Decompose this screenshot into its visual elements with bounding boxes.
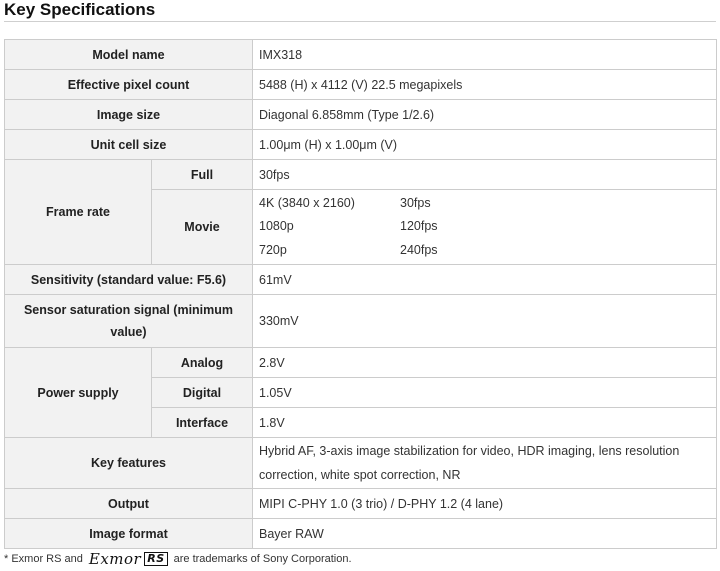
row-label: Effective pixel count — [5, 70, 253, 100]
logo-word: Exmor — [88, 550, 142, 568]
row-label-line: Sensor saturation signal (minimum — [23, 303, 234, 317]
row-value: 2.8V — [253, 348, 717, 378]
table-row — [5, 70, 717, 100]
row-label: Key features — [5, 438, 253, 489]
row-label: Power supply — [5, 348, 152, 438]
row-label: Image size — [5, 100, 253, 130]
trademark-suffix: are trademarks of Sony Corporation. — [173, 553, 352, 565]
row-value: Bayer RAW — [253, 519, 717, 549]
row-value-line: Hybrid AF, 3-axis image stabilization for video, HDR imaging, lens resolution — [259, 444, 680, 458]
movie-fps: 30fps — [400, 195, 431, 210]
trademark-prefix: * Exmor RS and — [4, 553, 83, 565]
row-label: Model name — [5, 40, 253, 70]
movie-resolution: 4K (3840 x 2160) — [259, 195, 355, 210]
row-value: 61mV — [253, 265, 717, 295]
row-value: MIPI C-PHY 1.0 (3 trio) / D-PHY 1.2 (4 lane) — [253, 489, 717, 519]
row-value: IMX318 — [253, 40, 717, 70]
row-label: Unit cell size — [5, 130, 253, 160]
movie-fps: 240fps — [400, 242, 438, 257]
table-row — [5, 348, 717, 378]
sub-label: Movie — [152, 190, 253, 265]
table-row — [5, 40, 717, 70]
row-value-line: correction, white spot correction, NR — [259, 468, 461, 482]
spec-table — [4, 39, 717, 549]
row-value: 330mV — [253, 295, 717, 348]
table-row — [5, 295, 717, 348]
sub-label: Analog — [152, 348, 253, 378]
list-item — [259, 192, 710, 216]
movie-resolution: 720p — [259, 242, 287, 257]
row-label-line: value) — [110, 325, 147, 339]
exmor-rs-logo — [89, 551, 168, 567]
sub-label: Interface — [152, 408, 253, 438]
list-item — [259, 215, 710, 239]
table-row — [5, 265, 717, 295]
table-row — [5, 489, 717, 519]
title-divider — [4, 21, 716, 22]
row-value: 1.8V — [253, 408, 717, 438]
row-label: Output — [5, 489, 253, 519]
row-label — [5, 295, 253, 348]
trademark-note — [4, 551, 352, 567]
page-title: Key Specifications — [4, 0, 156, 19]
row-label: Sensitivity (standard value: F5.6) — [5, 265, 253, 295]
movie-fps: 120fps — [400, 219, 438, 234]
table-row — [5, 160, 717, 190]
row-value: Diagonal 6.858mm (Type 1/2.6) — [253, 100, 717, 130]
list-item — [259, 239, 710, 263]
table-row — [5, 519, 717, 549]
sub-label: Digital — [152, 378, 253, 408]
logo-badge: RS — [144, 552, 167, 566]
table-row — [5, 100, 717, 130]
row-value: 1.05V — [253, 378, 717, 408]
row-label: Image format — [5, 519, 253, 549]
movie-modes — [253, 190, 717, 265]
row-label: Frame rate — [5, 160, 152, 265]
row-value: 30fps — [253, 160, 717, 190]
row-value — [253, 438, 717, 489]
sub-label: Full — [152, 160, 253, 190]
row-value: 5488 (H) x 4112 (V) 22.5 megapixels — [253, 70, 717, 100]
table-row — [5, 130, 717, 160]
row-value: 1.00μm (H) x 1.00μm (V) — [253, 130, 717, 160]
table-row — [5, 438, 717, 489]
movie-resolution: 1080p — [259, 219, 294, 234]
